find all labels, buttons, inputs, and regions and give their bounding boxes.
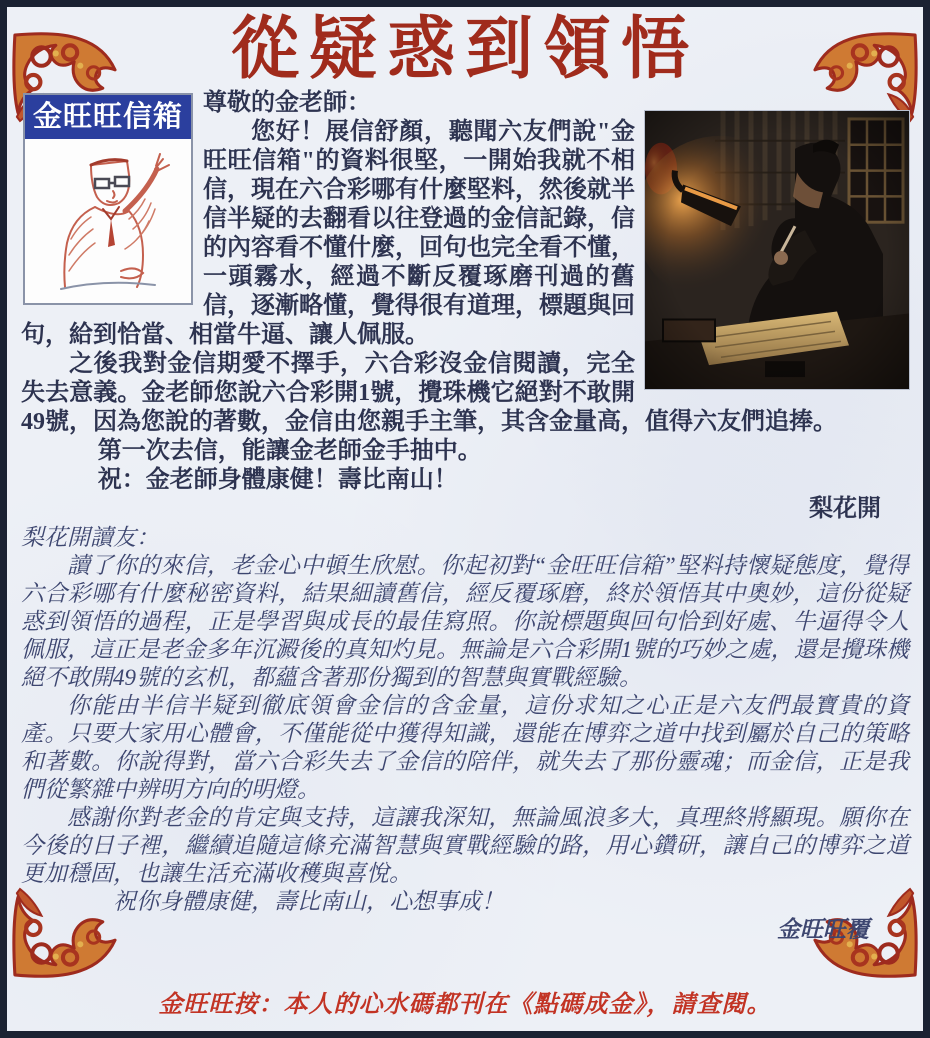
letter-illustration — [645, 111, 909, 389]
letter-paragraph: 祝：金老師身體康健！壽比南山！ — [97, 467, 458, 494]
reply-signature: 金旺旺覆 — [777, 917, 869, 943]
editor-note: 金旺旺按：本人的心水碼都刊在《點碼成金》，請查閱。 — [158, 992, 772, 1018]
letter-paragraph: 之後我對金信期愛不擇手，六合彩沒金信閱讀，完全失去意義。金老師您說六合彩開1號，攪珠機它絕對不敢開49號，因為您說的著數，金信由您親手主筆，其含金量高，值得六友們追捧。 — [21, 351, 837, 436]
mailbox-logo — [23, 93, 193, 305]
letter-signature: 梨花開 — [809, 496, 881, 523]
writer-sketch-icon — [25, 139, 191, 299]
letter-salutation: 尊敬的金老師： — [203, 90, 371, 117]
reply-salutation: 梨花開讀友： — [21, 525, 159, 551]
reply-paragraph: 你能由半信半疑到徹底領會金信的含金量，這份求知之心正是六友們最寶貴的資產。只要大家用心體會，不僅能從中獲得知識，還能在博弈之道中找到屬於自己的策略和著數。你說得對，當六合彩失去了金信的陪伴，就失去了那份靈魂；而金信，正是我們從繁雜中辨明方向的明燈。 — [21, 693, 909, 803]
page-title: 從疑惑到領悟 — [230, 11, 699, 87]
column-body — [7, 89, 923, 944]
letter-paragraph: 第一次去信，能讓金老師金手抽中。 — [97, 438, 482, 465]
letter-paragraph: 您好！展信舒顏，聽聞六友們說"金旺旺信箱"的資料很堅，一開始我就不相信，現在六合彩哪有什麼堅料，然後就半信半疑的去翻看以往登過的金信記錄，信的內容看不懂什麼，回句也完全看不懂，一頭霧水，經過不斷反覆琢磨刊過的舊信，逐漸略懂，覺得很有道理，標題與回句，給到恰當、相當牛逼、讓人佩服。 — [21, 119, 635, 349]
reply-paragraph: 讀了你的來信，老金心中頓生欣慰。你起初對“金旺旺信箱”堅料持懷疑態度，覺得六合彩哪有什麼秘密資料，結果細讀舊信，經反覆琢磨，終於領悟其中奧妙，這份從疑惑到領悟的過程，正是學習與成長的最佳寫照。你說標題與回句恰到好處、牛逼得令人佩服，這正是老金多年沉澱後的真知灼見。無論是六合彩開1號的巧妙之處，還是攪珠機絕不敢開49號的玄机，都蘊含著那份獨到的智慧與實戰經驗。 — [21, 553, 909, 691]
reply-section — [21, 524, 909, 944]
reply-paragraph: 感謝你對老金的肯定與支持，這讓我深知，無論風浪多大，真理終將顯現。願你在今後的日子裡，繼續追隨這條充滿智慧與實戰經驗的路，用心鑽研，讓自己的博弈之道更加穩固，也讓生活充滿收穫與喜悅。 — [21, 805, 909, 887]
reply-closing: 祝你身體康健，壽比南山，心想事成！ — [113, 889, 504, 915]
mailbox-logo-title: 金旺旺信箱 — [25, 95, 191, 139]
